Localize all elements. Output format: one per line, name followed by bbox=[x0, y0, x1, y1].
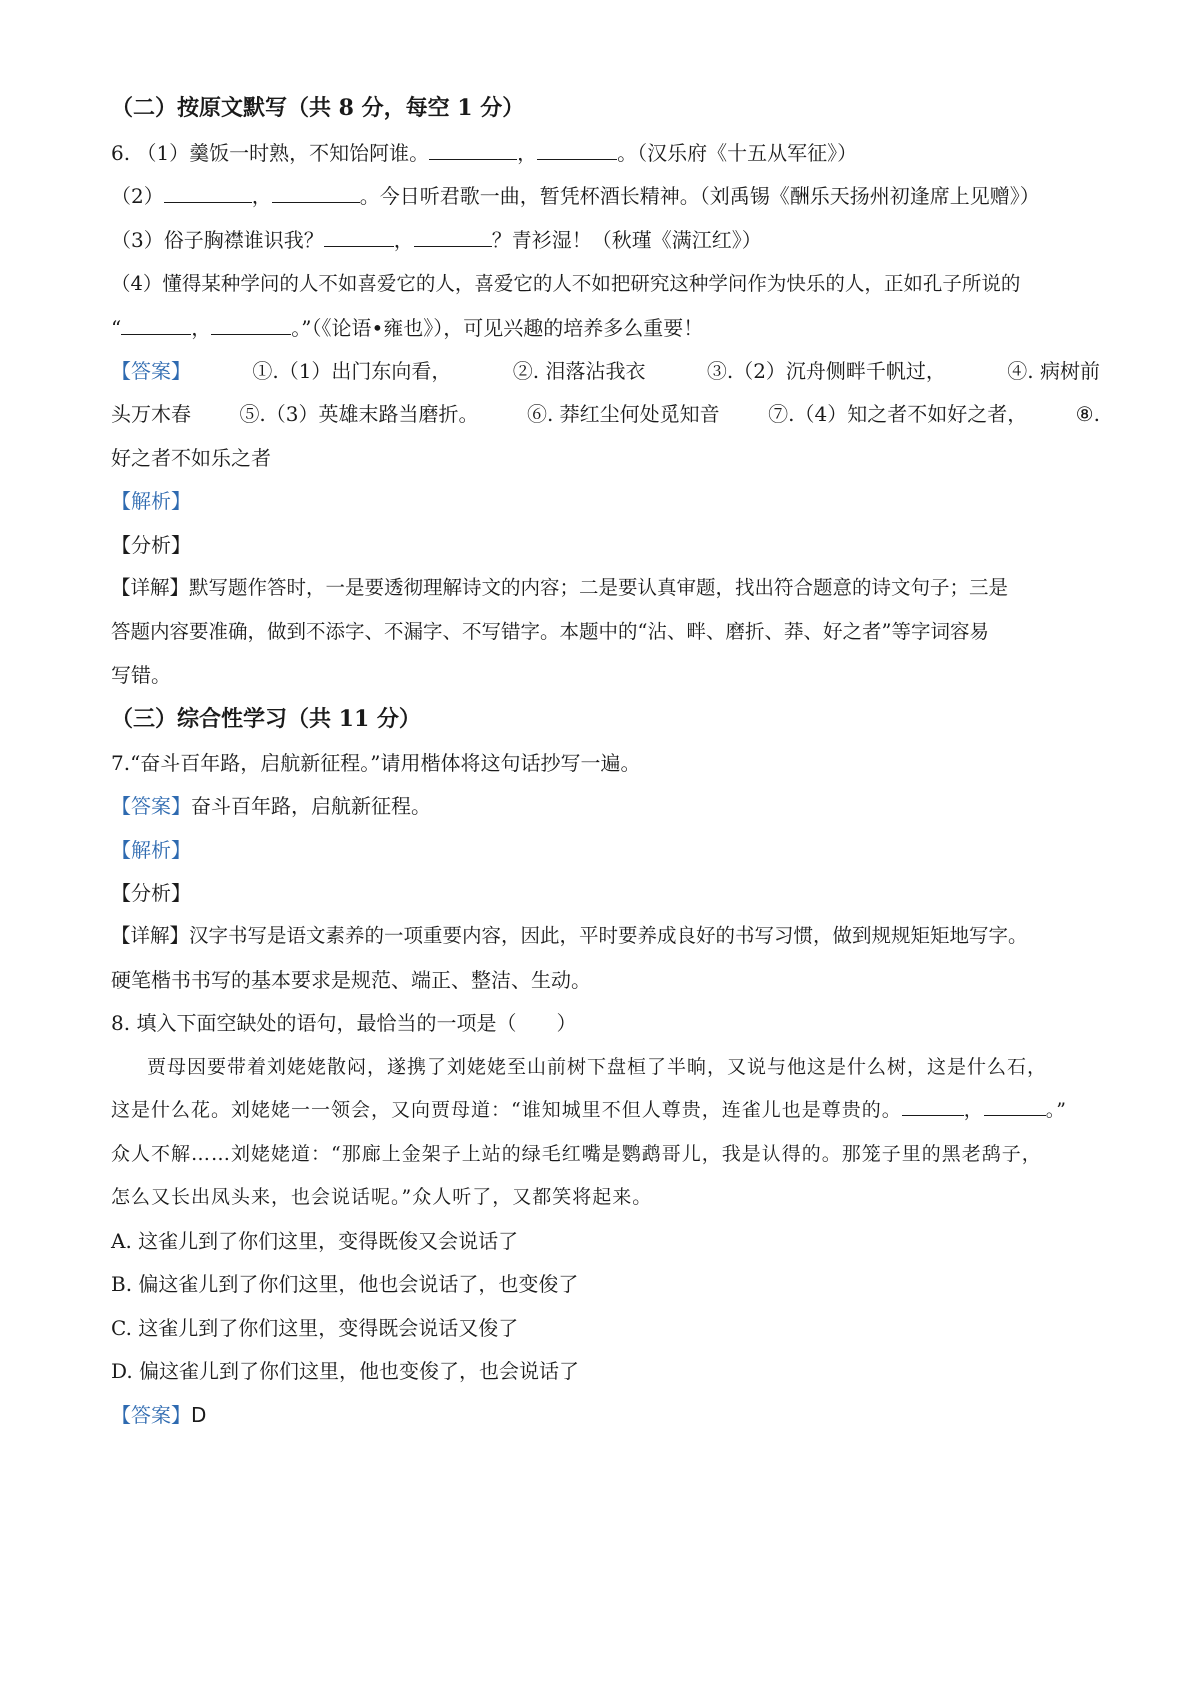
blank bbox=[211, 316, 291, 335]
answer-tag: 【答案】 bbox=[111, 359, 191, 383]
q8-option-c: C. 这雀儿到了你们这里，变得既会说话又俊了 bbox=[111, 1316, 519, 1340]
blank bbox=[121, 316, 191, 335]
answer-item: 头万木春 bbox=[111, 402, 191, 426]
answer-item: ⑥. 莽红尘何处觅知音 bbox=[526, 402, 720, 426]
q6-part1: 6. （1）羹饭一时熟，不知饴阿谁。 ， 。（汉乐府《十五从军征》） bbox=[111, 141, 858, 165]
q6-part2: （2） ， 。今日听君歌一曲，暂凭杯酒长精神。（刘禹锡《酬乐天扬州初逢席上见赠》） bbox=[111, 184, 1040, 208]
blank bbox=[902, 1097, 964, 1116]
section-heading-3: （三）综合性学习（共 11 分） bbox=[111, 706, 421, 732]
q6-answer-row3: 好之者不如乐之者 bbox=[111, 446, 271, 470]
blank bbox=[429, 141, 517, 160]
q7-answer: 【答案】奋斗百年路，启航新征程。 bbox=[111, 794, 431, 818]
analysis-tag: 【解析】 bbox=[111, 838, 191, 862]
blank bbox=[414, 228, 492, 247]
q8-passage-line1: 贾母因要带着刘姥姥散闷，遂携了刘姥姥至山前树下盘桓了半晌，又说与他这是什么树，这是什么石， bbox=[147, 1056, 1048, 1078]
answer-item: ①.（1）出门东向看， bbox=[252, 359, 452, 383]
answer-item: ⑧. bbox=[1075, 402, 1100, 426]
answer-item: ④. 病树前 bbox=[1007, 359, 1100, 383]
analysis-tag: 【解析】 bbox=[111, 489, 191, 513]
fenxi-tag: 【分析】 bbox=[111, 533, 191, 557]
answer-tag: 【答案】 bbox=[111, 1403, 191, 1427]
q7-detail-line2: 硬笔楷书书写的基本要求是规范、端正、整洁、生动。 bbox=[111, 968, 591, 992]
q7-question: 7.“奋斗百年路，启航新征程。”请用楷体将这句话抄写一遍。 bbox=[111, 751, 641, 775]
q8-passage-line4: 怎么又长出凤头来，也会说话呢。”众人听了，又都笑将起来。 bbox=[111, 1186, 653, 1208]
q8-option-b: B. 偏这雀儿到了你们这里，他也会说话了，也变俊了 bbox=[111, 1272, 579, 1296]
detail-tag: 【详解】 bbox=[111, 576, 190, 599]
blank bbox=[272, 184, 360, 203]
q8-question: 8. 填入下面空缺处的语句，最恰当的一项是（ ） bbox=[111, 1011, 577, 1035]
fenxi-tag: 【分析】 bbox=[111, 881, 191, 905]
q8-option-a: A. 这雀儿到了你们这里，变得既俊又会说话了 bbox=[111, 1229, 519, 1253]
q8-passage-line2: 这是什么花。刘姥姥一一领会，又向贾母道：“谁知城里不但人尊贵，连雀儿也是尊贵的。 ， 。” bbox=[111, 1099, 1067, 1121]
answer-item: ⑦.（4）知之者不如好之者， bbox=[768, 402, 1028, 426]
blank bbox=[537, 141, 617, 160]
answer-item: ⑤.（3）英雄末路当磨折。 bbox=[239, 402, 479, 426]
section-heading-2: （二）按原文默写（共 8 分，每空 1 分） bbox=[111, 95, 525, 121]
q6-part4-line1: （4）懂得某种学问的人不如喜爱它的人，喜爱它的人不如把研究这种学问作为快乐的人，正如孔子所说的 bbox=[111, 272, 1021, 295]
detail-tag: 【详解】 bbox=[111, 924, 190, 947]
q6-part4-line2: “ ， 。”（《论语•雍也》），可见兴趣的培养多么重要！ bbox=[111, 316, 704, 340]
q7-detail-line1: 【详解】汉字书写是语文素养的一项重要内容，因此，平时要养成良好的书写习惯，做到规规矩矩地写字。 bbox=[111, 924, 1028, 947]
q8-passage-line3: 众人不解……刘姥姥道：“那廊上金架子上站的绿毛红嘴是鹦鹉哥儿，我是认得的。那笼子里的黑老鸹子， bbox=[111, 1143, 1042, 1165]
blank bbox=[324, 228, 394, 247]
q6-part3: （3）俗子胸襟谁识我？ ， ？青衫湿！（秋瑾《满江红》） bbox=[111, 228, 762, 252]
q6-answer-row2 bbox=[111, 400, 1100, 428]
answer-item: ③.（2）沉舟侧畔千帆过， bbox=[706, 359, 946, 383]
q6-detail-line1: 【详解】默写题作答时，一是要透彻理解诗文的内容；二是要认真审题，找出符合题意的诗文句子；三是 bbox=[111, 576, 1009, 599]
q8-answer: 【答案】D bbox=[111, 1403, 207, 1427]
q6-detail-line2: 答题内容要准确，做到不添字、不漏字、不写错字。本题中的“沾、畔、磨折、莽、好之者”等字词容易 bbox=[111, 620, 989, 643]
q6-detail-line3: 写错。 bbox=[111, 663, 171, 687]
blank bbox=[984, 1097, 1046, 1116]
q6-answer-row1 bbox=[111, 357, 1100, 385]
answer-tag: 【答案】 bbox=[111, 794, 191, 818]
q8-option-d: D. 偏这雀儿到了你们这里，他也变俊了，也会说话了 bbox=[111, 1359, 580, 1383]
blank bbox=[164, 184, 252, 203]
answer-item: ②. 泪落沾我衣 bbox=[512, 359, 646, 383]
